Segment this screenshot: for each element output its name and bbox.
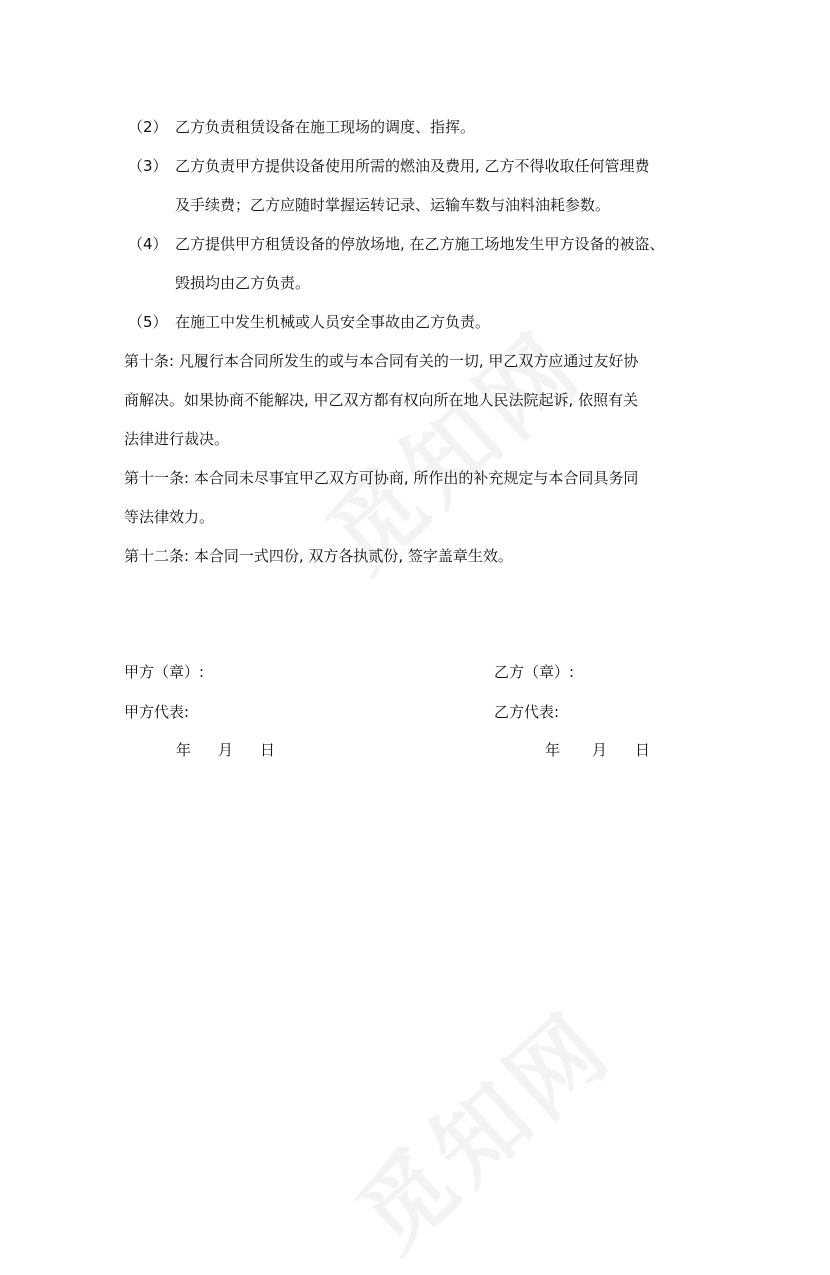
article-text: 第十二条: 本合同一式四份, 双方各执贰份, 签字盖章生效。 xyxy=(124,547,513,565)
party-b-representative-label: 乙方代表: xyxy=(494,703,560,721)
item-number: （5） xyxy=(128,313,168,331)
article-text: 第十一条: 本合同未尽事宜甲乙双方可协商, 所作出的补充规定与本合同具务同 xyxy=(124,469,639,487)
year-label: 年 xyxy=(545,741,561,759)
article-text: 第十条: 凡履行本合同所发生的或与本合同有关的一切, 甲乙双方应通过友好协 xyxy=(124,352,639,370)
article-text: 等法律效力。 xyxy=(124,508,215,526)
article-text: 法律进行裁决。 xyxy=(124,430,230,448)
item-text: 及手续费；乙方应随时掌握运转记录、运输车数与油料油耗参数。 xyxy=(175,196,611,214)
day-label: 日 xyxy=(260,741,276,759)
item-text: 毁损均由乙方负责。 xyxy=(175,274,311,292)
party-a-seal-label: 甲方（章）: xyxy=(124,663,205,681)
item-text: 乙方负责甲方提供设备使用所需的燃油及费用, 乙方不得收取任何管理费 xyxy=(175,157,650,175)
article-text: 商解决。如果协商不能解决, 甲乙双方都有权向所在地人民法院起诉, 依照有关 xyxy=(124,391,639,409)
year-label: 年 xyxy=(176,741,192,759)
watermark xyxy=(324,977,635,1275)
party-a-representative-label: 甲方代表: xyxy=(124,703,190,721)
item-number: （4） xyxy=(128,235,168,253)
party-a-date xyxy=(176,740,275,760)
day-label: 日 xyxy=(635,741,651,759)
month-label: 月 xyxy=(592,741,608,759)
item-number: （2） xyxy=(128,118,168,136)
item-text: 在施工中发生机械或人员安全事故由乙方负责。 xyxy=(175,313,491,331)
item-text: 乙方提供甲方租赁设备的停放场地, 在乙方施工场地发生甲方设备的被盗、 xyxy=(175,235,665,253)
party-b-date xyxy=(545,740,650,760)
party-b-seal-label: 乙方（章）: xyxy=(494,663,575,681)
month-label: 月 xyxy=(218,741,234,759)
item-text: 乙方负责租赁设备在施工现场的调度、指挥。 xyxy=(175,118,476,136)
item-number: （3） xyxy=(128,157,168,175)
